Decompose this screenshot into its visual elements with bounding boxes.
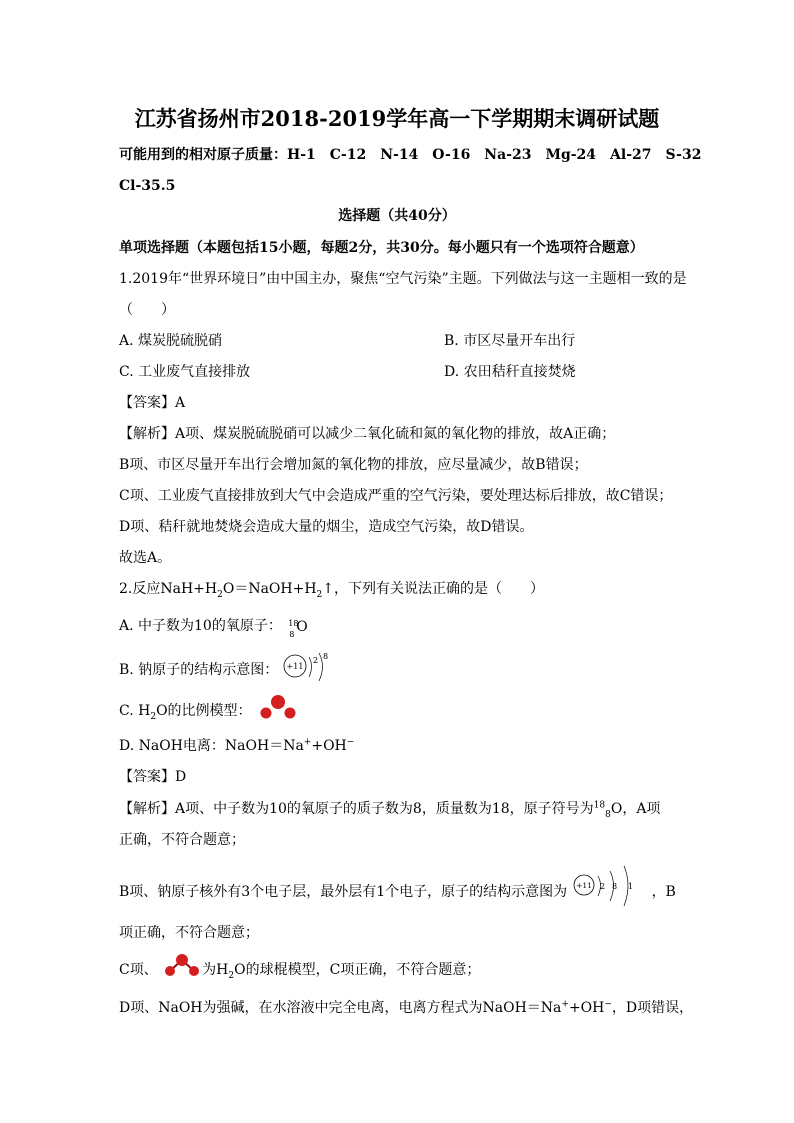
section-instructions: 单项选择题（本题包括15小题，每题2分，共30分。每小题只有一个选项符合题意） xyxy=(119,240,644,256)
q2-option-b: B. 钠原子的结构示意图： +11 2 8 xyxy=(119,657,339,683)
q1-analysis-c: C项、工业废气直接排放到大气中会造成严重的空气污染，要处理达标后排放，故C错误； xyxy=(119,488,673,504)
water-space-filling-model xyxy=(256,693,300,721)
sodium-atom-diagram xyxy=(572,862,652,908)
page-title: 江苏省扬州市2018-2019学年高一下学期期末调研试题 xyxy=(134,106,660,131)
water-ball-stick-model xyxy=(162,952,202,978)
q2-analysis-b: B项、钠原子核外有3个电子层，最外层有1个电子，原子的结构示意图为 +11 2 8 1 ，B xyxy=(119,876,676,908)
svg-text:2: 2 xyxy=(312,656,318,665)
q2-analysis-b-cont: 项正确，不符合题意； xyxy=(119,925,259,941)
svg-text:8: 8 xyxy=(322,652,328,661)
atomic-mass-line-cont: Cl-35.5 xyxy=(119,178,176,194)
q1-stem: 1.2019年“世界环境日”由中国主办，聚焦“空气污染”主题。下列做法与这一主题相一致的是 xyxy=(119,271,687,287)
q2-analysis-c: C项、 为$H_2O$的球棍模型，C项正确，不符合题意； xyxy=(119,960,480,980)
svg-text:8: 8 xyxy=(611,882,617,891)
q2-analysis-d: D项、NaOH为强碱，在水溶液中完全电离，电离方程式为NaOH＝Na++OH−，D项错误， xyxy=(119,999,694,1016)
q1-option-d: D. 农田秸秆直接焚烧 xyxy=(444,364,576,380)
q2-answer: 【答案】D xyxy=(119,769,187,785)
q1-option-a: A. 煤炭脱硫脱硝 xyxy=(119,333,223,349)
q1-option-c: C. 工业废气直接排放 xyxy=(119,364,251,380)
q1-stem-paren: （ ） xyxy=(119,302,175,318)
q1-answer: 【答案】A xyxy=(119,395,186,411)
svg-text:2: 2 xyxy=(599,882,605,891)
oxygen-isotope-symbol: 18 8 O xyxy=(288,619,308,639)
q2-option-d: D. NaOH电离：NaOH＝Na++OH− xyxy=(119,737,355,754)
q1-option-b: B. 市区尽量开车出行 xyxy=(444,333,576,349)
svg-text:+11: +11 xyxy=(286,662,304,671)
q2-option-c: C. $H_2O$的比例模型： xyxy=(119,701,300,721)
q1-analysis-b: B项、市区尽量开车出行会增加氮的氧化物的排放，应尽量减少，故B错误； xyxy=(119,457,588,473)
q2-analysis-a-cont: 正确，不符合题意； xyxy=(119,832,245,848)
svg-text:+11: +11 xyxy=(575,881,592,890)
q2-option-a: A. 中子数为10的氧原子： 18 8 O xyxy=(119,618,308,639)
section-header: 选择题（共40分） xyxy=(338,208,456,224)
q1-analysis-a: 【解析】A项、煤炭脱硫脱硝可以减少二氧化硫和氮的氧化物的排放，故A正确； xyxy=(119,426,616,442)
q2-analysis-a: 【解析】A项、中子数为10的氧原子的质子数为8，质量数为18，原子符号为$^{18}_8$O，A项 xyxy=(119,800,661,820)
svg-text:1: 1 xyxy=(627,882,633,891)
sodium-atom-diagram-small xyxy=(283,649,339,683)
atomic-mass-line: 可能用到的相对原子质量：H-1 C-12 N-14 O-16 Na-23 Mg-24 Al-27 S-32 xyxy=(119,147,702,163)
q1-conclusion: 故选A。 xyxy=(119,550,172,566)
q1-analysis-d: D项、秸秆就地焚烧会造成大量的烟尘，造成空气污染，故D错误。 xyxy=(119,519,534,535)
q2-stem: 2.反应$NaH+H_2O=NaOH+H_2↑$，下列有关说法正确的是（ ） xyxy=(119,581,545,600)
